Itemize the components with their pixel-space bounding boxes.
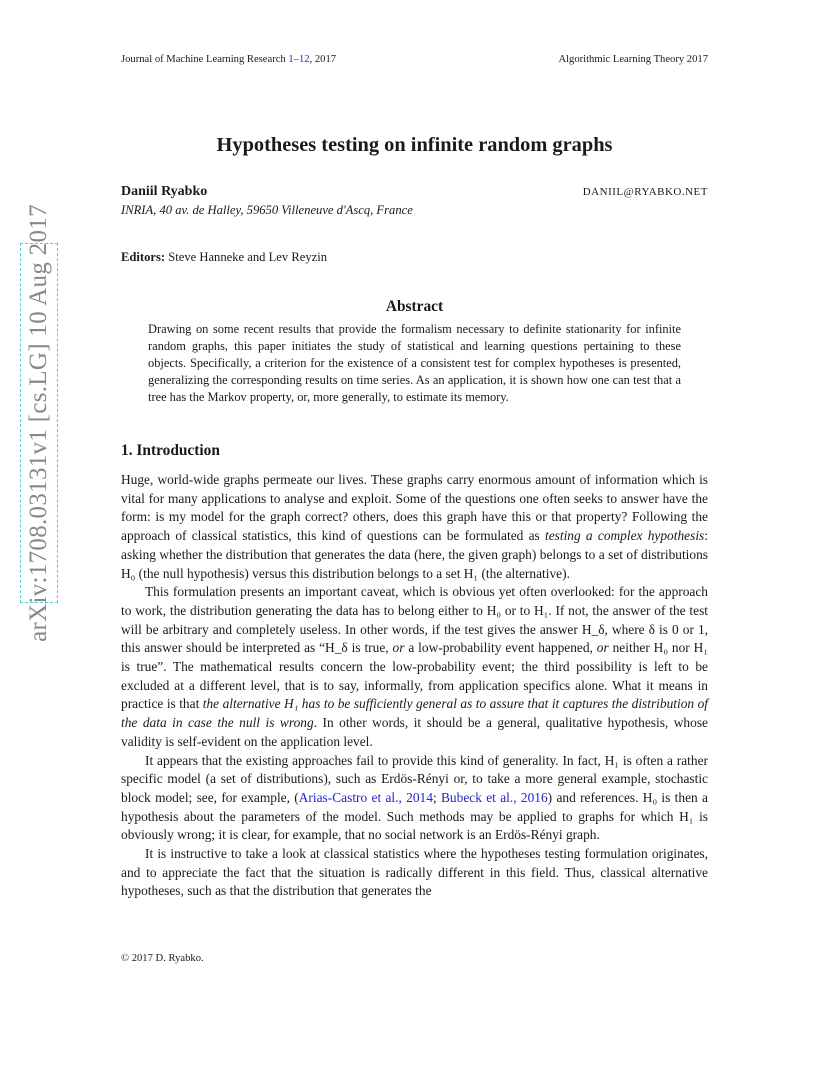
author-row	[121, 184, 708, 200]
section-body	[121, 471, 708, 901]
paragraph-2: This formulation presents an important caveat, which is obvious yet often overlooked: for the approach to work, the distribution generating the data has to belong either to H₀ or to H₁. If not, the answer of the test will be arbitrary and completely useless. In other words, if the test gives the answer H_δ, where δ is 0 or 1, this answer should be interpreted as “H_δ is true, or a low-probability event happened, or neither H₀ nor H₁ is true”. The mathematical results concern the low-probability event; the third possibility is left to be excluded at a different level, that is to say, informally, from application specifics alone. What it means in practice is that the alternative H₁ has to be sufficiently general as to assure that it captures the distribution of the data in case the null is wrong. In other words, it should be a general, qualitative hypothesis, whose validity is self-evident on the application level.	[121, 584, 708, 749]
section-heading: 1. Introduction	[121, 442, 220, 459]
editors-line	[121, 250, 327, 265]
editors-names: Steve Hanneke and Lev Reyzin	[168, 250, 327, 264]
abstract-heading: Abstract	[385, 298, 444, 315]
running-header	[121, 54, 708, 65]
abstract-text: Drawing on some recent results that provide the formalism necessary to definite stationarity for infinite random graphs, this paper initiates the study of statistical and learning questions pertaining to these objects. Specifically, a criterion for the existence of a consistent test for complex hypotheses is presented, generalizing the corresponding results on time series. As an application, it is shown how one can test that a tree has the Markov property, or, more generally, to estimate its memory.	[148, 322, 681, 404]
arxiv-stamp: arXiv:1708.03131v1 [cs.LG] 10 Aug 2017	[20, 243, 58, 603]
author-name: Daniil Ryabko	[121, 184, 208, 199]
editors-label: Editors:	[121, 250, 166, 264]
venue: Algorithmic Learning Theory 2017	[558, 54, 708, 65]
copyright-footer: © 2017 D. Ryabko.	[121, 953, 204, 964]
author-affiliation: INRIA, 40 av. de Halley, 59650 Villeneuve d'Ascq, France	[121, 203, 413, 217]
author-email: DANIIL@RYABKO.NET	[582, 186, 708, 198]
citation-link[interactable]: Arias-Castro et al., 2014	[298, 789, 433, 805]
citation-link[interactable]: Bubeck et al., 2016	[441, 789, 548, 805]
paragraph-4: It is instructive to take a look at classical statistics where the hypotheses testing formulation originates, and to appreciate the fact that the situation is radically different in this field. Thus, classical alternative hypotheses, such as that the distribution that generates the	[121, 846, 708, 899]
paper-title: Hypotheses testing on infinite random graphs	[216, 134, 613, 156]
journal-info: Journal of Machine Learning Research 1–12, 2017	[121, 54, 337, 65]
paragraph-3: It appears that the existing approaches fail to provide this kind of generality. In fact, H₁ is often a rather specific model (a set of distributions), such as Erdös-Rényi or, to take a more general example, stochastic block model; see, for example, (Arias-Castro et al., 2014; Bubeck et al., 2016) and references. H₀ is then a hypothesis about the parameters of the model. Such methods may be applied to graphs for which H₁ is obviously wrong; it is clear, for example, that no social network is an Erdös-Rényi graph.	[121, 752, 708, 843]
pages-link[interactable]: 1–12	[288, 54, 310, 65]
paragraph-1: Huge, world-wide graphs permeate our lives. These graphs carry enormous amount of information which is vital for many applications to analyse and exploit. Some of the questions one often seeks to answer have the form: is my model for the graph correct? others, does this graph have this or that property? Following the approach of classical statistics, this kind of questions can be formulated as testing a complex hypothesis: asking whether the distribution that generates the data (here, the given graph) belongs to a set of distributions H₀ (the null hypothesis) versus this distribution belongs to a set H₁ (the alternative).	[121, 472, 708, 581]
